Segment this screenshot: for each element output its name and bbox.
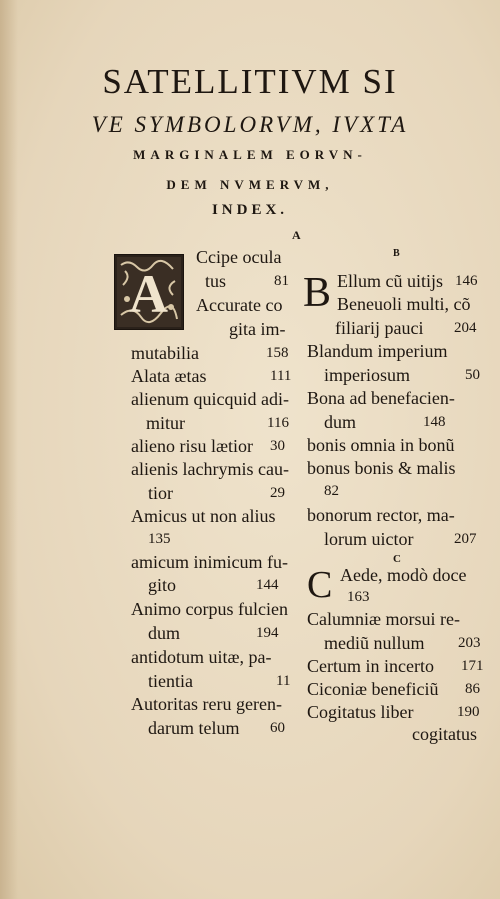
section-letter-c: C: [393, 553, 401, 565]
initial-letter-c: C: [307, 564, 333, 606]
left-line-20: Autoritas reru geren-: [131, 694, 282, 714]
right-line-17: Certum in incerto: [307, 656, 434, 676]
left-line-21: darum telum: [148, 718, 240, 738]
left-line-6: Alata ætas: [131, 366, 207, 386]
left-line-15: gito: [148, 575, 177, 595]
right-num-18: 86: [465, 681, 480, 697]
right-line-12: lorum uictor: [324, 529, 414, 549]
left-line-2: tus: [205, 271, 227, 291]
left-line-4: gita im-: [229, 319, 286, 339]
left-num-17: 194: [256, 625, 279, 641]
right-line-6: Bona ad benefacien-: [307, 388, 455, 408]
right-line-2: Beneuoli multi, cõ: [337, 294, 471, 314]
left-line-18: antidotum uitæ, pa-: [131, 647, 272, 667]
right-num-1: 146: [455, 273, 478, 289]
left-num-2: 81: [274, 273, 289, 289]
left-line-16: Animo corpus fulcien: [131, 599, 288, 619]
right-line-11: bonorum rector, ma-: [307, 505, 455, 525]
right-line-20: cogitatus: [412, 724, 477, 744]
right-line-13: Aede, modò doce: [340, 565, 467, 585]
left-num-9: 30: [270, 438, 285, 454]
left-line-17: dum: [148, 623, 181, 643]
left-line-12: Amicus ut non alius: [131, 506, 276, 526]
right-num-17: 171: [461, 658, 484, 674]
left-line-10: alienis lachrymis cau-: [131, 459, 289, 479]
left-line-19: tientia: [148, 671, 193, 691]
right-line-9: bonus bonis & malis: [307, 458, 456, 478]
right-line-8: bonis omnia in bonũ: [307, 435, 455, 455]
left-line-1: Ccipe ocula: [196, 247, 282, 267]
right-line-4: Blandum imperium: [307, 341, 448, 361]
right-line-14: 163: [347, 589, 370, 605]
left-line-11: tior: [148, 483, 173, 503]
right-line-18: Ciconiæ beneficiũ: [307, 679, 439, 699]
left-num-5: 158: [266, 345, 289, 361]
left-line-8: mitur: [146, 413, 185, 433]
left-line-7: alienum quicquid adi-: [131, 389, 289, 409]
right-line-1: Ellum cũ uitijs: [337, 271, 443, 291]
right-line-10: 82: [324, 483, 339, 499]
right-num-19: 190: [457, 704, 480, 720]
title-line-5: INDEX.: [211, 202, 289, 218]
left-line-14: amicum inimicum fu-: [131, 552, 288, 572]
left-line-3: Accurate co: [196, 295, 283, 315]
left-num-8: 116: [267, 415, 289, 431]
left-num-15: 144: [256, 577, 279, 593]
left-line-13: 135: [148, 531, 171, 547]
title-line-4: DEM NVMERVM,: [166, 177, 334, 192]
initial-letter-b: B: [303, 270, 332, 316]
right-num-5: 50: [465, 367, 480, 383]
right-num-16: 203: [458, 635, 481, 651]
title-line-3: MARGINALEM EORVN-: [133, 147, 367, 162]
left-num-19: 11: [276, 673, 291, 689]
title-line-1: SATELLITIVM SI: [102, 62, 398, 101]
right-line-15: Calumniæ morsui re-: [307, 609, 460, 629]
right-line-5: imperiosum: [324, 365, 410, 385]
right-line-7: dum: [324, 412, 357, 432]
left-line-9: alieno risu lætior: [131, 436, 253, 456]
title-line-2: VE SYMBOLORVM, IVXTA: [91, 112, 409, 137]
left-num-11: 29: [270, 485, 285, 501]
right-line-16: mediũ nullum: [324, 633, 425, 653]
right-line-3: filiarij pauci: [335, 318, 424, 338]
initial-letter-a: A: [129, 264, 168, 324]
right-num-12: 207: [454, 531, 477, 547]
decorated-initial-a: [114, 254, 184, 330]
section-letter-a: A: [292, 228, 301, 242]
right-num-3: 204: [454, 320, 477, 336]
left-num-21: 60: [270, 720, 285, 736]
section-letter-b: B: [393, 248, 400, 259]
left-line-5: mutabilia: [131, 343, 199, 363]
right-num-7: 148: [423, 414, 446, 430]
left-num-6: 111: [270, 368, 292, 384]
right-line-19: Cogitatus liber: [307, 702, 414, 722]
